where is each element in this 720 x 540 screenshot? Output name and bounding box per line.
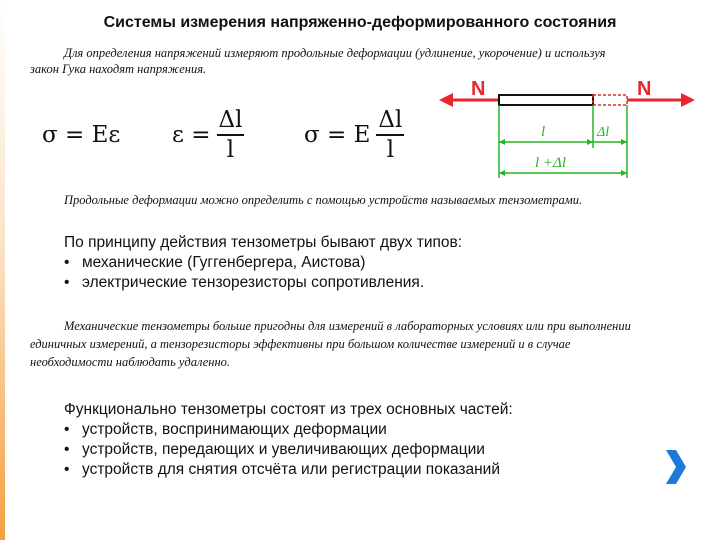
types-item-text: механические (Гуггенбергера, Аистова)	[82, 254, 366, 271]
left-accent-bar	[0, 0, 5, 540]
hooke-formulas	[42, 105, 432, 170]
formula-strain-numerator: Δl	[217, 106, 245, 136]
comparison-line-2: единичных измерений, а тензорезисторы эффективны при большом количестве измерений и в случае	[30, 337, 571, 351]
bullet-icon: •	[64, 274, 70, 291]
force-left-label: N	[471, 78, 486, 100]
formula-strain	[172, 105, 244, 165]
dim-total-arrow-right	[621, 170, 627, 176]
tensometer-definition: Продольные деформации можно определить с помощью устройств называемых тензометрами.	[64, 193, 583, 207]
bullet-icon: •	[64, 441, 70, 458]
comparison-line-1: Механические тензометры больше пригодны для измерений в лабораторных условиях или при выполнении	[64, 319, 631, 333]
types-item	[64, 273, 664, 293]
dim-delta-arrow	[621, 139, 627, 145]
formula-stress-lhs: σ = E	[304, 122, 371, 148]
force-right-arrowhead	[681, 93, 695, 107]
slide-title: Системы измерения напряженно-деформированного состояния	[103, 14, 617, 31]
dim-total-arrow-left	[499, 170, 505, 176]
dim-length-label: l	[541, 124, 546, 140]
intro-line-1: Для определения напряжений измеряют продольные деформации (удлинение, укорочение) и используя	[64, 46, 606, 60]
formula-hooke	[42, 105, 120, 165]
parts-heading: Функционально тензометры состоят из трех основных частей:	[64, 401, 513, 418]
force-right-label: N	[637, 78, 652, 100]
types-heading: По принципу действия тензометры бывают двух типов:	[64, 234, 463, 251]
rod-elongation	[593, 95, 627, 105]
comparison-line-3: необходимости наблюдать удаленно.	[30, 355, 231, 369]
formula-stress-numerator: Δl	[376, 106, 404, 136]
formula-stress-fraction	[376, 106, 404, 164]
rod	[499, 95, 593, 105]
intro-paragraph	[30, 45, 706, 77]
formula-hooke-text: σ = Eε	[42, 122, 121, 148]
parts-item-text: устройств, передающих и увеличивающих деформации	[82, 441, 485, 458]
dim-length-arrow-left	[499, 139, 505, 145]
parts-item	[64, 420, 664, 440]
formula-strain-fraction	[217, 106, 245, 164]
intro-line-2: закон Гука находят напряжения.	[30, 62, 207, 76]
rod-elongation-diagram	[437, 78, 697, 188]
dim-delta-label: Δl	[597, 125, 610, 140]
dim-length-arrow-right	[587, 139, 593, 145]
parts-item-text: устройств для снятия отсчёта или регистрации показаний	[82, 461, 500, 478]
chevron-right-icon[interactable]	[662, 448, 688, 486]
formula-stress-denominator: l	[386, 137, 395, 163]
types-block	[64, 233, 664, 293]
formula-strain-denominator: l	[226, 137, 235, 163]
parts-block	[64, 400, 664, 480]
formula-strain-lhs: ε =	[172, 122, 211, 148]
types-item-text: электрические тензорезисторы сопротивления.	[82, 274, 425, 291]
types-item	[64, 253, 664, 273]
bullet-icon: •	[64, 461, 70, 478]
types-list	[64, 253, 664, 293]
comparison-paragraph	[30, 317, 706, 371]
parts-item-text: устройств, воспринимающих деформации	[82, 421, 387, 438]
formula-stress	[304, 105, 404, 165]
bullet-icon: •	[64, 254, 70, 271]
parts-item	[64, 460, 664, 480]
dim-total-label: l +Δl	[535, 155, 567, 171]
parts-list	[64, 420, 664, 480]
bullet-icon: •	[64, 421, 70, 438]
force-left-arrowhead	[439, 93, 453, 107]
parts-item	[64, 440, 664, 460]
